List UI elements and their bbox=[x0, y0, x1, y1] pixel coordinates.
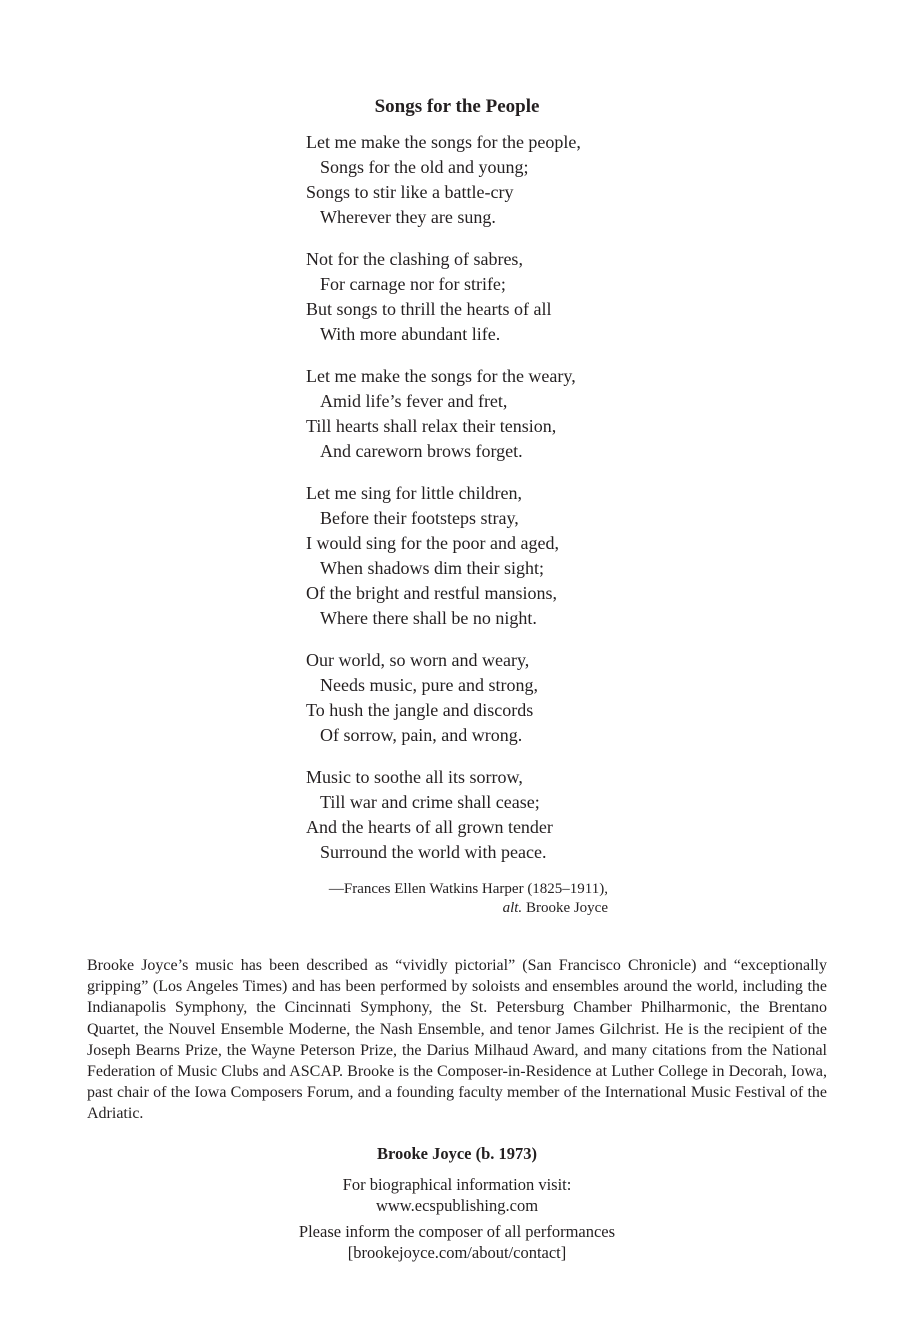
stanza bbox=[306, 765, 626, 865]
poem-line: Let me make the songs for the weary, bbox=[306, 366, 576, 386]
stanza bbox=[306, 130, 626, 230]
poem-line: Songs to stir like a battle-cry bbox=[306, 182, 514, 202]
poem-title: Songs for the People bbox=[374, 96, 540, 117]
poem-line: With more abundant life. bbox=[320, 324, 501, 344]
poem-line: For carnage nor for strife; bbox=[320, 274, 506, 294]
poem-line: But songs to thrill the hearts of all bbox=[306, 299, 552, 319]
poem-line: Where there shall be no night. bbox=[320, 608, 537, 628]
stanza bbox=[306, 364, 626, 464]
poem-line: Till hearts shall relax their tension, bbox=[306, 416, 557, 436]
poem-line: Not for the clashing of sabres, bbox=[306, 249, 523, 269]
poem-line: And careworn brows forget. bbox=[320, 441, 523, 461]
poem-line: Needs music, pure and strong, bbox=[320, 675, 538, 695]
bio-info-url[interactable]: www.ecspublishing.com bbox=[375, 1196, 539, 1215]
composer-bio: Brooke Joyce’s music has been described as “vividly pictorial” (San Francisco Chronicle) and “exceptionally gripping” (Los Angeles Times) and has been performed by soloists and ensembles around the world, including the Indianapolis Symphony, the Cincinnati Symphony, the St. Petersburg Chamber Philharmonic, the Brentano Quartet, the Nouvel Ensemble Moderne, the Nash Ensemble, and tenor James Gilchrist. He is the recipient of the Joseph Bearns Prize, the Wayne Peterson Prize, the Darius Milhaud Award, and many citations from the National Federation of Music Clubs and ASCAP. Brooke is the Composer-in-Residence at Luther College in Decorah, Iowa, past chair of the Iowa Composers Forum, and a founding faculty member of the International Music Festival of the Adriatic. bbox=[87, 957, 827, 1123]
stanza bbox=[306, 247, 626, 347]
bio-info-label: For biographical information visit: bbox=[342, 1175, 572, 1194]
alt-label: alt. bbox=[502, 900, 523, 916]
poem-line: Our world, so worn and weary, bbox=[306, 650, 530, 670]
poem-body bbox=[306, 130, 626, 882]
bio-info-block bbox=[0, 1174, 900, 1216]
poem-line: And the hearts of all grown tender bbox=[306, 817, 553, 837]
stanza bbox=[306, 648, 626, 748]
alt-name: Brooke Joyce bbox=[522, 900, 608, 916]
poem-line: Of the bright and restful mansions, bbox=[306, 583, 557, 603]
poem-line: I would sing for the poor and aged, bbox=[306, 533, 559, 553]
poem-line: Songs for the old and young; bbox=[320, 157, 529, 177]
composer-name: Brooke Joyce (b. 1973) bbox=[376, 1144, 538, 1163]
contact-info-block bbox=[0, 1221, 900, 1263]
poem-line: Let me sing for little children, bbox=[306, 483, 522, 503]
poem-line: Amid life’s fever and fret, bbox=[320, 391, 508, 411]
poem-line: Till war and crime shall cease; bbox=[320, 792, 540, 812]
attribution-alt bbox=[300, 899, 608, 918]
poem-line: Of sorrow, pain, and wrong. bbox=[320, 725, 523, 745]
attribution-author: —Frances Ellen Watkins Harper (1825–1911), bbox=[328, 881, 608, 897]
poem-line: To hush the jangle and discords bbox=[306, 700, 534, 720]
stanza bbox=[306, 481, 626, 631]
contact-url[interactable]: [brookejoyce.com/about/contact] bbox=[347, 1243, 567, 1262]
poem-line: Surround the world with peace. bbox=[320, 842, 547, 862]
contact-label: Please inform the composer of all performances bbox=[298, 1222, 616, 1241]
poem-line: Music to soothe all its sorrow, bbox=[306, 767, 523, 787]
poem-line: Wherever they are sung. bbox=[320, 207, 496, 227]
poem-attribution bbox=[300, 880, 608, 918]
poem-line: Before their footsteps stray, bbox=[320, 508, 519, 528]
poem-line: Let me make the songs for the people, bbox=[306, 132, 581, 152]
poem-line: When shadows dim their sight; bbox=[320, 558, 544, 578]
